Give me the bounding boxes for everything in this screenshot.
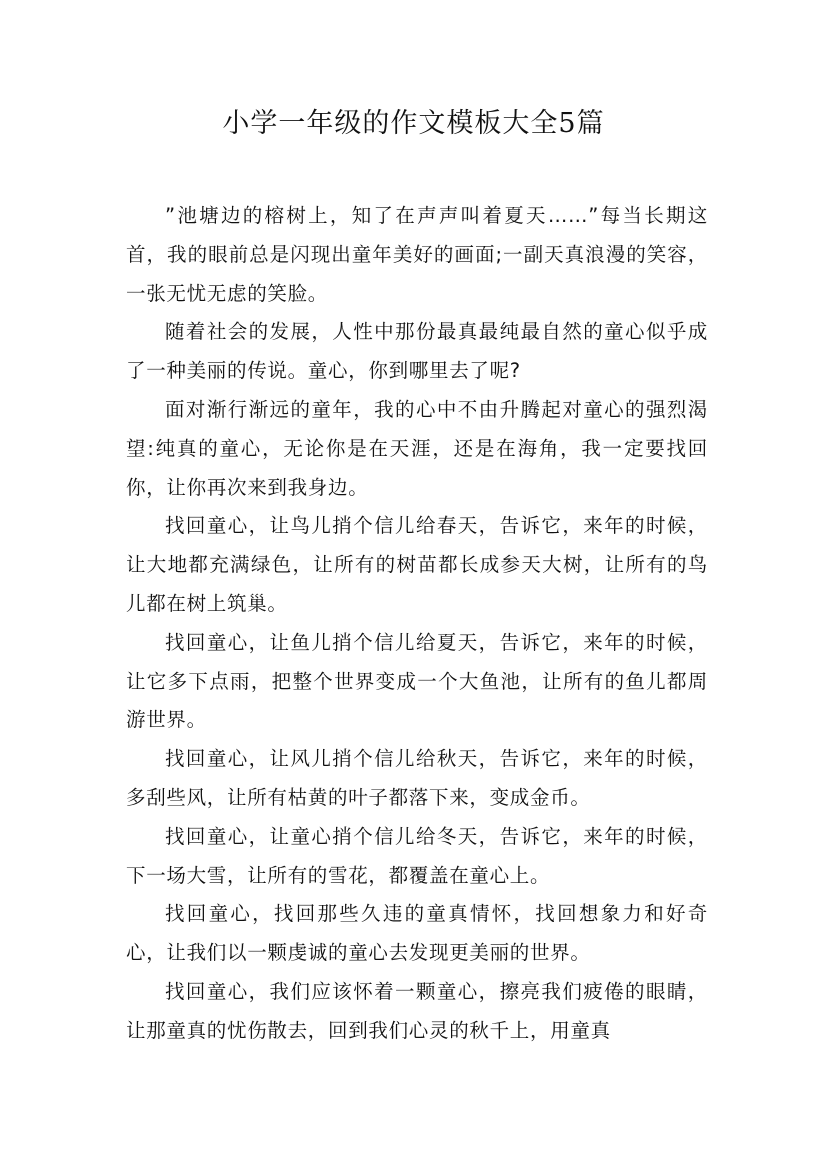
document-title: 小学一年级的作文模板大全5篇 [222, 108, 605, 139]
paragraph-2: 随着社会的发展，人性中那份最真最纯最自然的童心似乎成了一种美丽的传说。童心，你到哪里去了呢? [126, 320, 708, 383]
paragraph-7: 找回童心，让童心捎个信儿给冬天，告诉它，来年的时候，下一场大雪，让所有的雪花，都覆盖在童心上。 [126, 824, 708, 887]
paragraph-3: 面对渐行渐远的童年，我的心中不由升腾起对童心的强烈渴望:纯真的童心，无论你是在天涯，还是在海角，我一定要找回你，让你再次来到我身边。 [126, 397, 708, 499]
paragraph-4: 找回童心，让鸟儿捎个信儿给春天，告诉它，来年的时候，让大地都充满绿色，让所有的树苗都长成参天大树，让所有的鸟儿都在树上筑巢。 [126, 514, 708, 615]
paragraph-8: 找回童心，找回那些久违的童真情怀，找回想象力和好奇心，让我们以一颗虔诚的童心去发现更美丽的世界。 [126, 902, 708, 965]
document-body [126, 197, 708, 1051]
paragraph-6: 找回童心，让风儿捎个信儿给秋天，告诉它，来年的时候，多刮些风，让所有枯黄的叶子都落下来，变成金币。 [126, 747, 708, 809]
paragraph-5: 找回童心，让鱼儿捎个信儿给夏天，告诉它，来年的时候，让它多下点雨，把整个世界变成一个大鱼池，让所有的鱼儿都周游世界。 [126, 630, 708, 732]
paragraph-9: 找回童心，我们应该怀着一颗童心，擦亮我们疲倦的眼睛，让那童真的忧伤散去，回到我们心灵的秋千上，用童真 [126, 979, 708, 1042]
paragraph-1: ”池塘边的榕树上，知了在声声叫着夏天……”每当长期这首，我的眼前总是闪现出童年美好的画面;一副天真浪漫的笑容，一张无忧无虑的笑脸。 [126, 204, 708, 305]
